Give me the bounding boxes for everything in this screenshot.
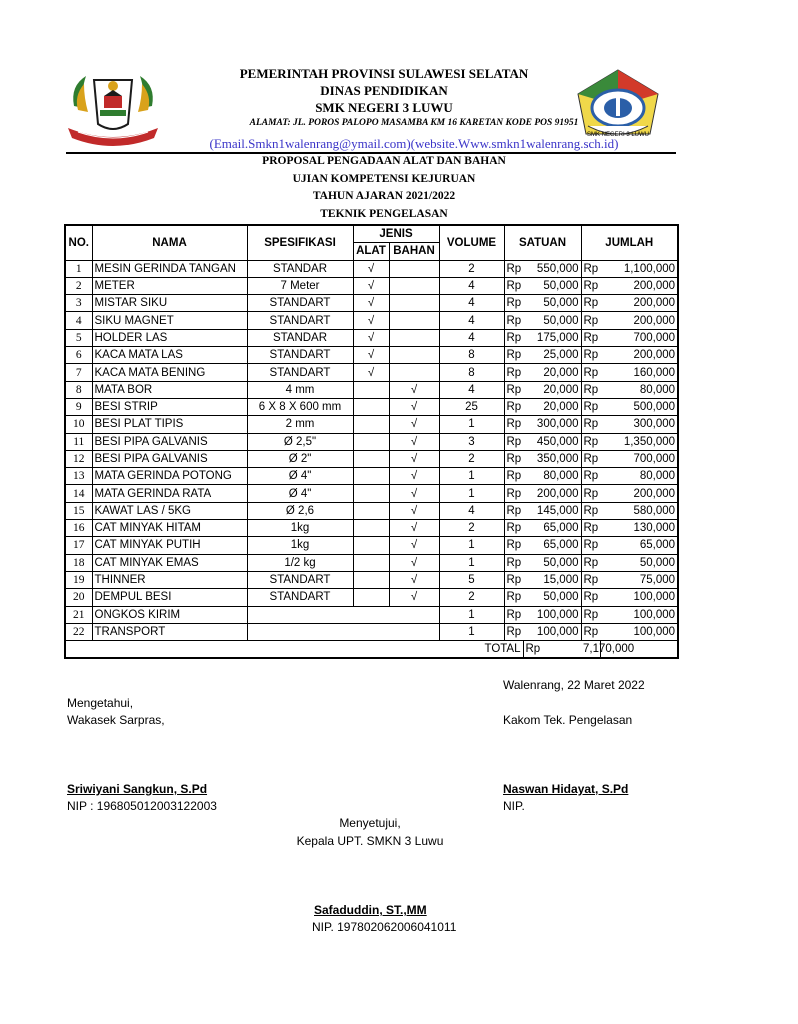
row-jumlah-currency: Rp	[581, 606, 600, 623]
row-jumlah-currency: Rp	[581, 433, 600, 450]
row-spesifikasi: 7 Meter	[247, 277, 353, 294]
row-volume: 2	[439, 450, 504, 467]
row-jumlah: 580,000	[600, 502, 678, 519]
row-spesifikasi: Ø 4"	[247, 468, 353, 485]
items-table	[64, 224, 679, 659]
row-volume: 1	[439, 485, 504, 502]
row-jumlah-currency: Rp	[581, 381, 600, 398]
row-jumlah: 160,000	[600, 364, 678, 381]
row-satuan: 50,000	[523, 295, 581, 312]
row-jumlah: 100,000	[600, 623, 678, 640]
row-nama: BESI STRIP	[92, 398, 247, 415]
row-no: 8	[65, 381, 92, 398]
row-jumlah-currency: Rp	[581, 571, 600, 588]
table-row	[65, 606, 678, 623]
col-satuan: SATUAN	[504, 225, 581, 260]
row-nama: CAT MINYAK EMAS	[92, 554, 247, 571]
school-contact: (Email.Smkn1walenrang@ymail.com)(website.Www.smkn1walenrang.sch.id)	[209, 136, 619, 151]
row-jumlah-currency: Rp	[581, 416, 600, 433]
row-nama: MESIN GERINDA TANGAN	[92, 260, 247, 277]
row-spesifikasi: STANDART	[247, 571, 353, 588]
total-currency: Rp	[523, 641, 581, 659]
row-no: 7	[65, 364, 92, 381]
table-row	[65, 260, 678, 277]
row-no: 18	[65, 554, 92, 571]
row-bahan-check	[389, 347, 439, 364]
row-jumlah-currency: Rp	[581, 554, 600, 571]
proposal-subtitle: UJIAN KOMPETENSI KEJURUAN	[292, 173, 476, 185]
row-no: 13	[65, 468, 92, 485]
row-spesifikasi: STANDAR	[247, 329, 353, 346]
row-volume: 1	[439, 416, 504, 433]
col-alat: ALAT	[353, 243, 389, 260]
row-nama: MATA GERINDA POTONG	[92, 468, 247, 485]
row-alat-check: √	[353, 347, 389, 364]
row-nama: KACA MATA BENING	[92, 364, 247, 381]
row-alat-check	[353, 537, 389, 554]
row-jumlah-currency: Rp	[581, 347, 600, 364]
header-divider	[66, 152, 676, 154]
row-jumlah-currency: Rp	[581, 520, 600, 537]
row-spesifikasi: 1kg	[247, 520, 353, 537]
row-alat-check: √	[353, 312, 389, 329]
row-no: 20	[65, 589, 92, 606]
row-satuan: 450,000	[523, 433, 581, 450]
table-row	[65, 450, 678, 467]
place-date: Walenrang, 22 Maret 2022	[503, 678, 645, 692]
row-satuan: 550,000	[523, 260, 581, 277]
row-no: 6	[65, 347, 92, 364]
row-nama: KAWAT LAS / 5KG	[92, 502, 247, 519]
row-satuan: 65,000	[523, 520, 581, 537]
col-spesifikasi: SPESIFIKASI	[247, 225, 353, 260]
row-spesifikasi: Ø 4"	[247, 485, 353, 502]
row-no: 3	[65, 295, 92, 312]
row-jumlah-currency: Rp	[581, 485, 600, 502]
row-satuan: 80,000	[523, 468, 581, 485]
row-nama: BESI PIPA GALVANIS	[92, 450, 247, 467]
row-spesifikasi: 2 mm	[247, 416, 353, 433]
row-no: 15	[65, 502, 92, 519]
col-volume: VOLUME	[439, 225, 504, 260]
right-signer-role: Kakom Tek. Pengelasan	[503, 713, 633, 727]
row-spesifikasi: 1/2 kg	[247, 554, 353, 571]
row-volume: 1	[439, 537, 504, 554]
row-jumlah: 1,100,000	[600, 260, 678, 277]
row-jumlah: 200,000	[600, 312, 678, 329]
row-jumlah: 200,000	[600, 295, 678, 312]
row-nama: CAT MINYAK PUTIH	[92, 537, 247, 554]
table-row	[65, 589, 678, 606]
row-satuan: 50,000	[523, 312, 581, 329]
mengetahui-label: Mengetahui,	[67, 696, 134, 710]
center-signer-nip: NIP. 197802062006041011	[312, 920, 457, 934]
proposal-program: TEKNIK PENGELASAN	[320, 208, 448, 220]
table-row	[65, 277, 678, 294]
row-satuan: 20,000	[523, 381, 581, 398]
row-bahan-check: √	[389, 433, 439, 450]
total-label: TOTAL	[65, 641, 523, 659]
row-bahan-check: √	[389, 571, 439, 588]
row-jumlah-currency: Rp	[581, 537, 600, 554]
total-value: 7,170,000	[581, 641, 600, 659]
row-alat-check: √	[353, 260, 389, 277]
row-bahan-check	[389, 260, 439, 277]
row-volume: 4	[439, 312, 504, 329]
row-satuan-currency: Rp	[504, 329, 523, 346]
row-volume: 1	[439, 623, 504, 640]
row-spesifikasi: 4 mm	[247, 381, 353, 398]
row-jumlah: 65,000	[600, 537, 678, 554]
center-signer-name: Safaduddin, ST.,MM	[314, 903, 427, 917]
row-no: 19	[65, 571, 92, 588]
row-jumlah: 300,000	[600, 416, 678, 433]
row-volume: 8	[439, 347, 504, 364]
row-alat-check	[353, 485, 389, 502]
row-bahan-check: √	[389, 416, 439, 433]
row-volume: 4	[439, 329, 504, 346]
row-volume: 2	[439, 589, 504, 606]
row-no: 5	[65, 329, 92, 346]
gov-title: PEMERINTAH PROVINSI SULAWESI SELATAN	[239, 66, 529, 81]
row-volume: 1	[439, 468, 504, 485]
row-satuan-currency: Rp	[504, 381, 523, 398]
row-no: 21	[65, 606, 92, 623]
row-satuan: 100,000	[523, 606, 581, 623]
right-signer-nip: NIP.	[503, 799, 525, 813]
row-nama: DEMPUL BESI	[92, 589, 247, 606]
row-alat-check	[353, 502, 389, 519]
row-satuan: 100,000	[523, 623, 581, 640]
row-no: 10	[65, 416, 92, 433]
row-jumlah-currency: Rp	[581, 312, 600, 329]
table-row	[65, 347, 678, 364]
row-volume: 4	[439, 295, 504, 312]
row-satuan-currency: Rp	[504, 623, 523, 640]
row-alat-check: √	[353, 277, 389, 294]
proposal-year: TAHUN AJARAN 2021/2022	[312, 190, 456, 202]
row-nama: BESI PLAT TIPIS	[92, 416, 247, 433]
row-jumlah-currency: Rp	[581, 277, 600, 294]
row-satuan: 50,000	[523, 277, 581, 294]
table-row	[65, 468, 678, 485]
table-row	[65, 295, 678, 312]
row-volume: 8	[439, 364, 504, 381]
row-bahan-check: √	[389, 398, 439, 415]
row-nama: KACA MATA LAS	[92, 347, 247, 364]
row-nama: HOLDER LAS	[92, 329, 247, 346]
row-jumlah: 200,000	[600, 347, 678, 364]
row-satuan: 200,000	[523, 485, 581, 502]
row-jumlah-currency: Rp	[581, 329, 600, 346]
row-alat-check	[353, 398, 389, 415]
row-spesifikasi: STANDART	[247, 295, 353, 312]
row-alat-check	[353, 450, 389, 467]
row-bahan-check: √	[389, 485, 439, 502]
row-alat-check	[353, 589, 389, 606]
row-jumlah: 50,000	[600, 554, 678, 571]
row-spesifikasi: Ø 2,5"	[247, 433, 353, 450]
table-row	[65, 312, 678, 329]
row-volume: 5	[439, 571, 504, 588]
row-nama: TRANSPORT	[92, 623, 247, 640]
row-satuan-currency: Rp	[504, 433, 523, 450]
row-satuan: 300,000	[523, 416, 581, 433]
row-satuan: 65,000	[523, 537, 581, 554]
row-jumlah: 1,350,000	[600, 433, 678, 450]
row-no: 17	[65, 537, 92, 554]
row-satuan: 50,000	[523, 554, 581, 571]
table-row	[65, 416, 678, 433]
row-bahan-check: √	[389, 450, 439, 467]
row-satuan-currency: Rp	[504, 520, 523, 537]
center-signer-role: Kepala UPT. SMKN 3 Luwu	[296, 834, 444, 848]
row-satuan-currency: Rp	[504, 589, 523, 606]
school-address: ALAMAT: JL. POROS PALOPO MASAMBA KM 16 KARETAN KODE POS 91951	[249, 118, 579, 128]
row-satuan-currency: Rp	[504, 364, 523, 381]
left-signer-role: Wakasek Sarpras,	[67, 713, 165, 727]
table-row	[65, 381, 678, 398]
table-row	[65, 571, 678, 588]
table-row	[65, 398, 678, 415]
right-signer-name: Naswan Hidayat, S.Pd	[503, 782, 629, 796]
row-jumlah: 80,000	[600, 381, 678, 398]
row-no: 11	[65, 433, 92, 450]
row-jumlah: 80,000	[600, 468, 678, 485]
school-title: SMK NEGERI 3 LUWU	[315, 100, 453, 115]
row-spesifikasi: STANDART	[247, 364, 353, 381]
row-nama: BESI PIPA GALVANIS	[92, 433, 247, 450]
row-jumlah-currency: Rp	[581, 502, 600, 519]
row-no: 12	[65, 450, 92, 467]
col-jumlah: JUMLAH	[581, 225, 678, 260]
row-no: 4	[65, 312, 92, 329]
row-satuan-currency: Rp	[504, 295, 523, 312]
row-nama: MATA GERINDA RATA	[92, 485, 247, 502]
row-satuan-currency: Rp	[504, 554, 523, 571]
row-nama: SIKU MAGNET	[92, 312, 247, 329]
row-satuan: 20,000	[523, 398, 581, 415]
row-jumlah: 75,000	[600, 571, 678, 588]
row-volume: 4	[439, 502, 504, 519]
row-jumlah-currency: Rp	[581, 589, 600, 606]
row-jumlah-currency: Rp	[581, 295, 600, 312]
table-row	[65, 364, 678, 381]
row-satuan-currency: Rp	[504, 502, 523, 519]
row-jumlah-currency: Rp	[581, 364, 600, 381]
row-jumlah: 200,000	[600, 485, 678, 502]
col-jenis: JENIS	[353, 225, 439, 243]
row-no: 2	[65, 277, 92, 294]
row-volume: 4	[439, 277, 504, 294]
table-row	[65, 554, 678, 571]
row-satuan-currency: Rp	[504, 537, 523, 554]
row-bahan-check: √	[389, 468, 439, 485]
row-satuan: 50,000	[523, 589, 581, 606]
row-no: 22	[65, 623, 92, 640]
row-bahan-check	[389, 295, 439, 312]
proposal-title: PROPOSAL PENGADAAN ALAT DAN BAHAN	[262, 155, 506, 167]
col-no: NO.	[65, 225, 92, 260]
left-signer-nip: NIP : 196805012003122003	[67, 799, 217, 813]
menyetujui-label: Menyetujui,	[339, 816, 401, 830]
col-nama: NAMA	[92, 225, 247, 260]
row-jumlah: 100,000	[600, 589, 678, 606]
row-satuan-currency: Rp	[504, 260, 523, 277]
row-satuan: 175,000	[523, 329, 581, 346]
row-satuan-currency: Rp	[504, 468, 523, 485]
row-satuan-currency: Rp	[504, 485, 523, 502]
row-jumlah-currency: Rp	[581, 260, 600, 277]
row-spesifikasi: 6 X 8 X 600 mm	[247, 398, 353, 415]
left-signer-name: Sriwiyani Sangkun, S.Pd	[67, 782, 208, 796]
row-nama: METER	[92, 277, 247, 294]
row-volume: 1	[439, 554, 504, 571]
row-spesifikasi: Ø 2,6	[247, 502, 353, 519]
row-satuan-currency: Rp	[504, 398, 523, 415]
row-volume: 3	[439, 433, 504, 450]
row-alat-check	[353, 416, 389, 433]
row-spesifikasi: STANDAR	[247, 260, 353, 277]
row-satuan-currency: Rp	[504, 312, 523, 329]
col-bahan: BAHAN	[389, 243, 439, 260]
row-jumlah: 130,000	[600, 520, 678, 537]
row-jumlah: 700,000	[600, 329, 678, 346]
row-spesifikasi: STANDART	[247, 312, 353, 329]
table-row	[65, 485, 678, 502]
row-spesifikasi: STANDART	[247, 347, 353, 364]
row-bahan-check: √	[389, 554, 439, 571]
row-no: 1	[65, 260, 92, 277]
row-satuan-currency: Rp	[504, 571, 523, 588]
row-jumlah-currency: Rp	[581, 623, 600, 640]
row-spesifikasi: Ø 2"	[247, 450, 353, 467]
row-satuan-currency: Rp	[504, 606, 523, 623]
table-row	[65, 329, 678, 346]
row-alat-check	[353, 520, 389, 537]
row-bahan-check: √	[389, 502, 439, 519]
row-alat-check: √	[353, 329, 389, 346]
row-alat-check: √	[353, 364, 389, 381]
row-nama: MATA BOR	[92, 381, 247, 398]
row-no: 16	[65, 520, 92, 537]
row-volume: 25	[439, 398, 504, 415]
row-satuan: 25,000	[523, 347, 581, 364]
table-row	[65, 623, 678, 640]
row-volume: 2	[439, 260, 504, 277]
row-satuan-currency: Rp	[504, 416, 523, 433]
total-row	[65, 641, 678, 659]
table-row	[65, 537, 678, 554]
table-row	[65, 520, 678, 537]
row-bahan-check	[389, 364, 439, 381]
row-bahan-check: √	[389, 381, 439, 398]
row-jumlah-currency: Rp	[581, 468, 600, 485]
row-alat-check: √	[353, 295, 389, 312]
row-volume: 4	[439, 381, 504, 398]
row-alat-check	[353, 554, 389, 571]
table-row	[65, 433, 678, 450]
row-nama: ONGKOS KIRIM	[92, 606, 247, 623]
dept-title: DINAS PENDIDIKAN	[320, 83, 448, 98]
row-bahan-check: √	[389, 589, 439, 606]
row-jumlah-currency: Rp	[581, 450, 600, 467]
row-alat-check	[353, 468, 389, 485]
row-spek-empty	[247, 606, 439, 623]
row-bahan-check	[389, 277, 439, 294]
row-satuan: 145,000	[523, 502, 581, 519]
row-spesifikasi: 1kg	[247, 537, 353, 554]
row-alat-check	[353, 381, 389, 398]
row-volume: 1	[439, 606, 504, 623]
row-jumlah: 700,000	[600, 450, 678, 467]
row-bahan-check	[389, 312, 439, 329]
row-alat-check	[353, 571, 389, 588]
row-bahan-check: √	[389, 537, 439, 554]
row-no: 9	[65, 398, 92, 415]
row-satuan-currency: Rp	[504, 277, 523, 294]
row-jumlah: 500,000	[600, 398, 678, 415]
row-jumlah: 200,000	[600, 277, 678, 294]
row-nama: CAT MINYAK HITAM	[92, 520, 247, 537]
row-jumlah: 100,000	[600, 606, 678, 623]
row-satuan: 15,000	[523, 571, 581, 588]
row-satuan: 20,000	[523, 364, 581, 381]
row-spesifikasi: STANDART	[247, 589, 353, 606]
row-nama: MISTAR SIKU	[92, 295, 247, 312]
row-satuan-currency: Rp	[504, 347, 523, 364]
row-bahan-check: √	[389, 520, 439, 537]
row-jumlah-currency: Rp	[581, 398, 600, 415]
row-satuan-currency: Rp	[504, 450, 523, 467]
row-satuan: 350,000	[523, 450, 581, 467]
row-alat-check	[353, 433, 389, 450]
table-row	[65, 502, 678, 519]
school-logo-caption: SMK NEGERI 3 LUWU	[586, 132, 650, 138]
row-volume: 2	[439, 520, 504, 537]
row-bahan-check	[389, 329, 439, 346]
row-spek-empty	[247, 623, 439, 640]
row-nama: THINNER	[92, 571, 247, 588]
row-no: 14	[65, 485, 92, 502]
